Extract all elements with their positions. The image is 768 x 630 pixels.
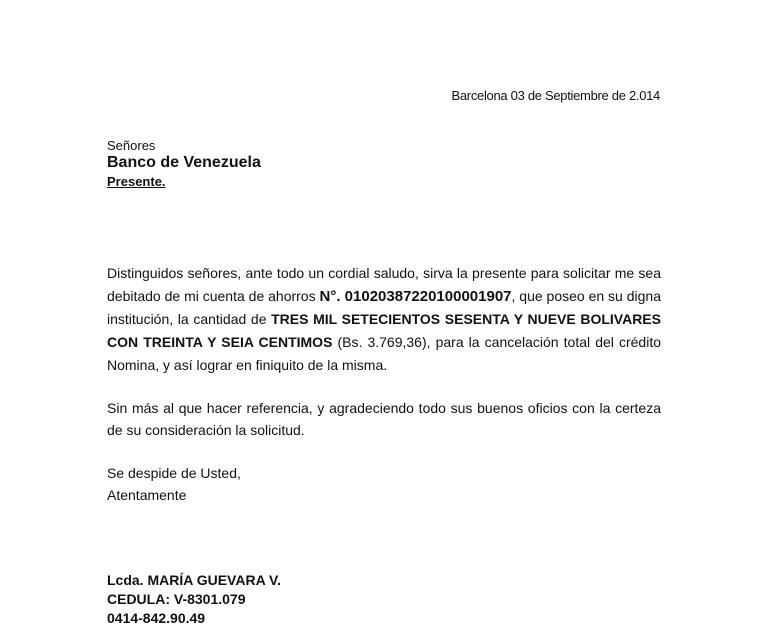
account-number: N°. 01020387220100001907 — [319, 288, 512, 305]
signature-title: Lcda. — [107, 572, 148, 588]
closing-line-2: Atentamente — [107, 487, 187, 503]
p1-text-a: Distinguidos señores, ante todo un cordial saludo, sirva la presente para solicitar me sea debitado de mi cuenta de ahorros — [107, 265, 661, 304]
signature-name-line — [107, 571, 281, 590]
signature-id: CEDULA: V-8301.079 — [107, 591, 246, 607]
closing-line-1: Se despide de Usted, — [107, 465, 241, 481]
presente-label: Presente. — [107, 174, 166, 189]
salutation: Señores — [107, 138, 156, 153]
signature-phone: 0414-842.90.49 — [107, 610, 206, 626]
date-line: Barcelona 03 de Septiembre de 2.014 — [451, 88, 660, 103]
p1-text-b: , que poseo en su digna institución, la cantidad de — [107, 288, 661, 327]
signature-name: MARÍA GUEVARA V. — [147, 572, 282, 588]
closing-block — [107, 462, 241, 506]
p1-text-c: (Bs. 3.769,36), para la cancelación total del crédito Nomina, y así lograr en finiquito de la misma. — [107, 334, 661, 373]
body-paragraph-2: Sin más al que hacer referencia, y agradeciendo todo sus buenos oficios con la certeza de su consideración la solicitud. — [107, 400, 661, 438]
body-paragraph-1 — [107, 262, 661, 377]
signature-block — [107, 571, 281, 628]
amount-in-words: TRES MIL SETECIENTOS SESENTA Y NUEVE BOLIVARES CON TREINTA Y SEIA CENTIMOS — [107, 311, 661, 350]
recipient-block — [107, 138, 261, 189]
bank-name: Banco de Venezuela — [107, 154, 261, 171]
